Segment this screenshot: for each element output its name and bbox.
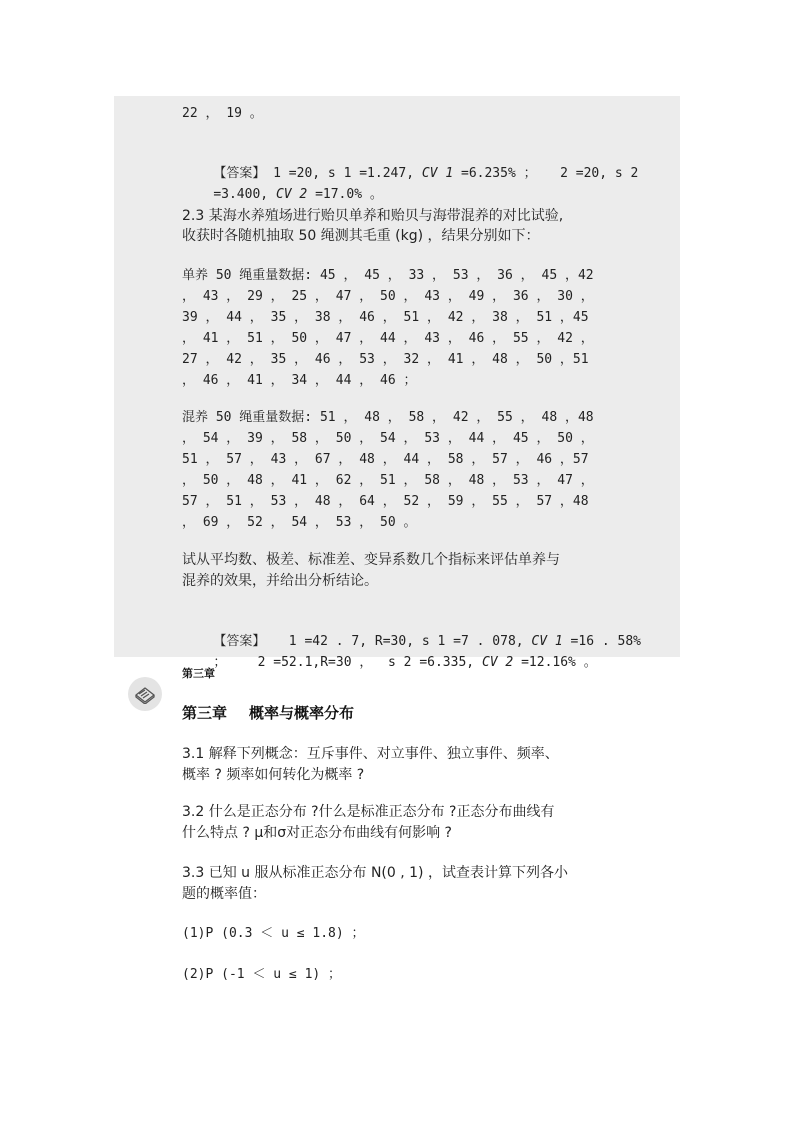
chapter-title: 第三章 概率与概率分布 xyxy=(182,704,355,722)
probability-item-2: (2)P (-1 ＜ u ≤ 1) ； xyxy=(182,967,342,982)
single-data-line: ， 46 ， 41 ， 34 ， 44 ， 46 ； xyxy=(182,373,417,388)
single-data-line: 单养 50 绳重量数据: 45 ， 45 ， 33 ， 53 ， 36 ， 45 ，42 xyxy=(182,268,594,283)
single-data-line: 27 ， 42 ， 35 ， 46 ， 53 ， 32 ， 41 ， 48 ， 50 ，51 xyxy=(182,352,589,367)
question-3-2-line-1: 3.2 什么是正态分布 ?什么是标准正态分布 ?正态分布曲线有 xyxy=(182,804,555,820)
chapter-small-label: 第三章 xyxy=(182,667,215,680)
question-3-1-line-1: 3.1 解释下列概念：互斥事件、对立事件、独立事件、频率、 xyxy=(182,746,559,762)
question-3-3-line-2: 题的概率值： xyxy=(182,886,266,902)
mixed-data-line: 51 ， 57 ， 43 ， 67 ， 48 ， 44 ， 58 ， 57 ， 46 ，57 xyxy=(182,452,589,467)
mixed-data-line: ， 50 ， 48 ， 41 ， 62 ， 51 ， 58 ， 48 ， 53 ， 47 ， xyxy=(182,473,594,488)
single-data-line: ， 41 ， 51 ， 50 ， 47 ， 44 ， 43 ， 46 ， 55 ， 42 ， xyxy=(182,331,594,346)
question-2-3-line-1: 2.3 某海水养殖场进行贻贝单养和贻贝与海带混养的对比试验, xyxy=(182,208,564,224)
mixed-data-line: ， 69 ， 52 ， 54 ， 53 ， 50 。 xyxy=(182,515,417,530)
book-icon xyxy=(128,677,162,711)
answer-2-3-line-1: 【答案】 1 =42 . 7, R=30, s 1 =7 . 078, CV 1 =16 . 58% xyxy=(213,634,642,649)
answer-2-2-line-1: 【答案】 1 =20, s 1 =1.247, CV 1 =6.235% ； 2 =20, s 2 xyxy=(213,166,639,181)
answer-2-3-line-2: ； 2 =52.1,R=30 ， s 2 =6.335, CV 2 =12.16% 。 xyxy=(213,655,597,670)
single-data-line: ， 43 ， 29 ， 25 ， 47 ， 50 ， 43 ， 49 ， 36 ， 30 ， xyxy=(182,289,594,304)
data-tail-line: 22 ， 19 。 xyxy=(182,106,263,121)
answer-2-2-line-2: =3.400, CV 2 =17.0% 。 xyxy=(213,187,383,202)
mixed-data-line: ， 54 ， 39 ， 58 ， 50 ， 54 ， 53 ， 44 ， 45 ， 50 ， xyxy=(182,431,594,446)
question-2-3-line-2: 收获时各随机抽取 50 绳测其毛重 (kg) ，结果分别如下： xyxy=(182,228,540,244)
mixed-data-line: 57 ， 51 ， 53 ， 48 ， 64 ， 52 ， 59 ， 55 ， 57 ，48 xyxy=(182,494,589,509)
question-3-3-line-1: 3.3 已知 u 服从标准正态分布 N(0 , 1) ，试查表计算下列各小 xyxy=(182,865,568,881)
question-3-1-line-2: 概率 ? 频率如何转化为概率 ? xyxy=(182,767,365,783)
evaluation-question-line-2: 混养的效果，并给出分析结论。 xyxy=(182,573,378,589)
evaluation-question-line-1: 试从平均数、极差、标准差、变异系数几个指标来评估单养与 xyxy=(182,552,560,568)
probability-item-1: (1)P (0.3 ＜ u ≤ 1.8) ； xyxy=(182,926,365,941)
mixed-data-line: 混养 50 绳重量数据: 51 ， 48 ， 58 ， 42 ， 55 ， 48 ，48 xyxy=(182,410,594,425)
single-data-line: 39 ， 44 ， 35 ， 38 ， 46 ， 51 ， 42 ， 38 ， 51 ，45 xyxy=(182,310,589,325)
question-3-2-line-2: 什么特点 ? μ和σ对正态分布曲线有何影响 ? xyxy=(182,825,452,841)
